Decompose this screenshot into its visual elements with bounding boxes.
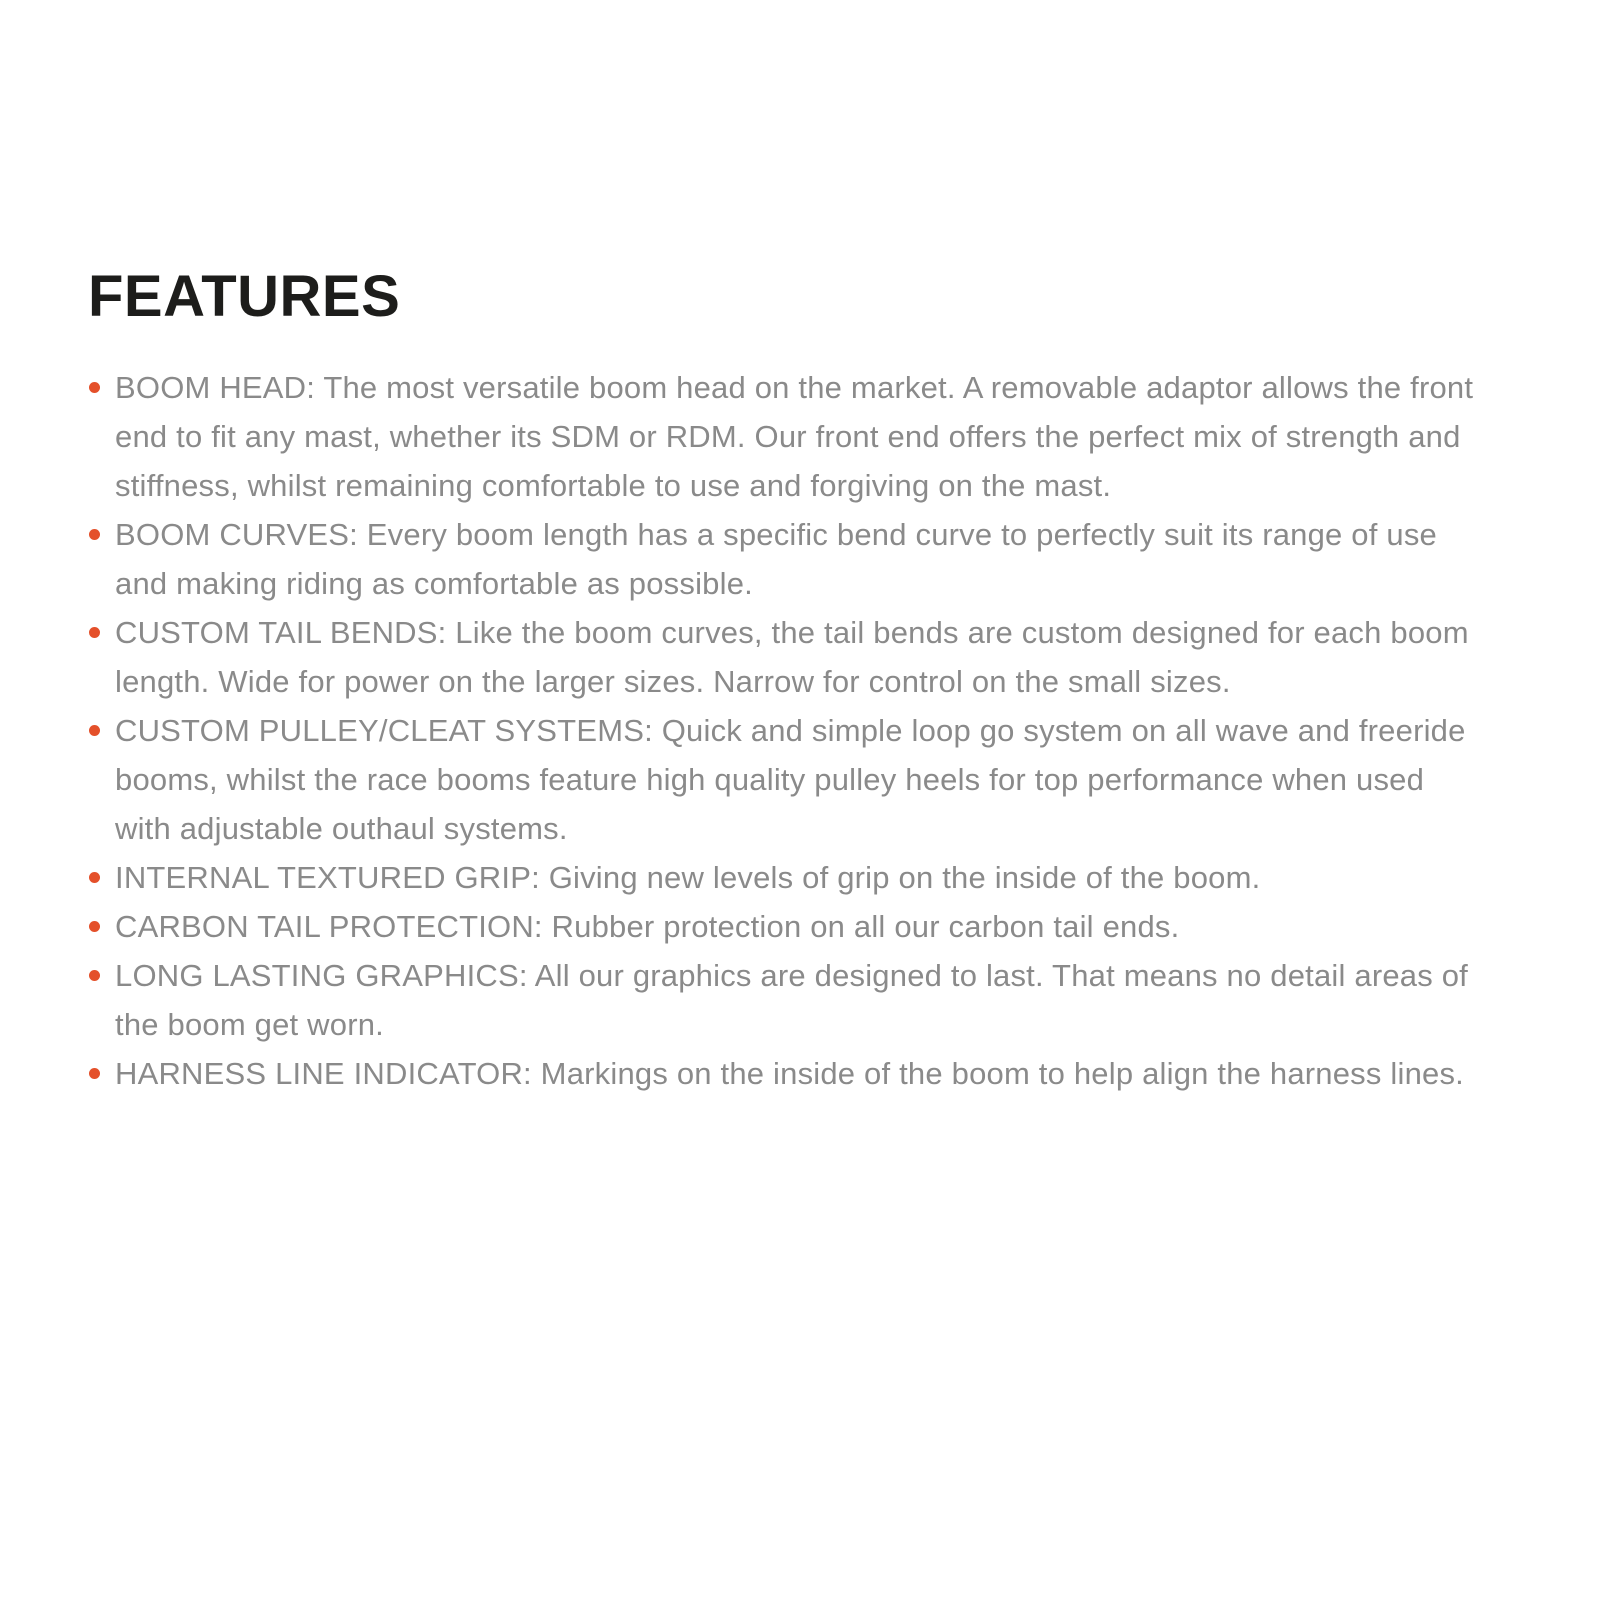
bullet-icon <box>89 872 100 883</box>
feature-item <box>88 510 1488 608</box>
feature-item <box>88 706 1488 853</box>
bullet-icon <box>89 725 100 736</box>
feature-item <box>88 853 1488 902</box>
page-title: FEATURES <box>88 264 401 329</box>
bullet-icon <box>89 970 100 981</box>
feature-text: CUSTOM PULLEY/CLEAT SYSTEMS: Quick and simple loop go system on all wave and freeride booms, whilst the race booms feature high quality pulley heels for top performance when used with adjustable outhaul systems. <box>115 712 1466 846</box>
feature-list <box>88 363 1488 1098</box>
feature-item <box>88 1049 1488 1098</box>
feature-text: HARNESS LINE INDICATOR: Markings on the inside of the boom to help align the harness lines. <box>115 1055 1464 1091</box>
bullet-icon <box>89 921 100 932</box>
bullet-icon <box>89 529 100 540</box>
feature-item <box>88 902 1488 951</box>
feature-text: CUSTOM TAIL BENDS: Like the boom curves, the tail bends are custom designed for each boom length. Wide for power on the larger sizes. Narrow for control on the small sizes. <box>115 614 1469 699</box>
bullet-icon <box>89 1068 100 1079</box>
feature-text: CARBON TAIL PROTECTION: Rubber protection on all our carbon tail ends. <box>115 908 1180 944</box>
feature-text: BOOM HEAD: The most versatile boom head on the market. A removable adaptor allows the front end to fit any mast, whether its SDM or RDM. Our front end offers the perfect mix of strength and stiffness, whilst remaining comfortable to use and forgiving on the mast. <box>115 369 1474 503</box>
feature-text: LONG LASTING GRAPHICS: All our graphics are designed to last. That means no detail areas of the boom get worn. <box>115 957 1468 1042</box>
feature-item <box>88 951 1488 1049</box>
bullet-icon <box>89 382 100 393</box>
feature-item <box>88 608 1488 706</box>
feature-text: INTERNAL TEXTURED GRIP: Giving new levels of grip on the inside of the boom. <box>115 859 1261 895</box>
feature-item <box>88 363 1488 510</box>
bullet-icon <box>89 627 100 638</box>
feature-text: BOOM CURVES: Every boom length has a specific bend curve to perfectly suit its range of use and making riding as comfortable as possible. <box>115 516 1437 601</box>
